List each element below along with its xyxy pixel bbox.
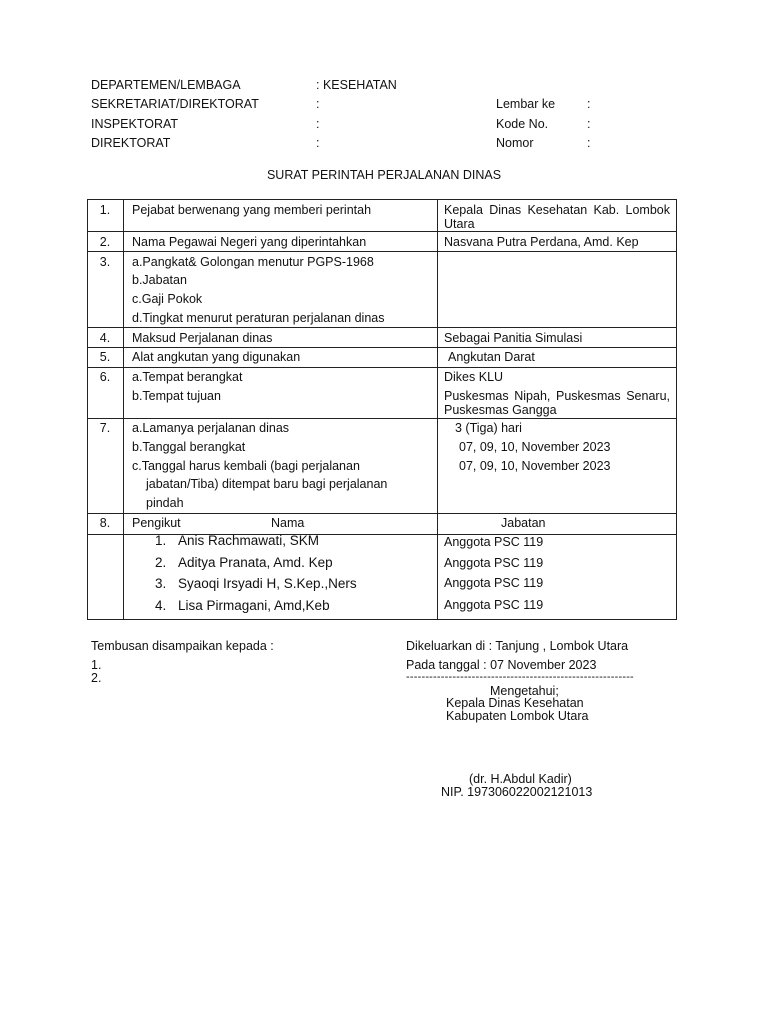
row-value: Dikes KLU — [444, 370, 504, 384]
signer-name: (dr. H.Abdul Kadir) — [469, 772, 572, 786]
row-value: Puskesmas Nipah, Puskesmas Senaru, Puskesmas Gangga — [444, 389, 670, 417]
follower-name: Aditya Pranata, Amd. Kep — [178, 555, 333, 570]
document-title: SURAT PERINTAH PERJALANAN DINAS — [266, 168, 502, 182]
issued-date: Pada tanggal : 07 November 2023 — [406, 658, 597, 672]
header-value-kode: : — [587, 117, 591, 131]
row-number: 1. — [99, 203, 111, 217]
row-label: Nama Pegawai Negeri yang diperintahkan — [132, 235, 367, 249]
row-label: c.Tanggal harus kembali (bagi perjalanan — [132, 459, 360, 473]
header-label-departemen: DEPARTEMEN/LEMBAGA — [91, 78, 241, 92]
table-row-divider — [87, 231, 676, 232]
follower-number: 1. — [155, 533, 167, 548]
row-number: 6. — [99, 370, 111, 384]
follower-number: 3. — [155, 576, 167, 591]
row-label: Alat angkutan yang digunakan — [132, 350, 301, 364]
tembusan-item: 1. — [91, 658, 102, 672]
row-value: Angkutan Darat — [448, 350, 535, 364]
table-row-divider — [87, 347, 676, 348]
table-row-divider — [87, 418, 676, 419]
header-label-lembar: Lembar ke — [496, 97, 556, 111]
row-value: Kepala Dinas Kesehatan Kab. Lombok Utara — [444, 203, 670, 231]
follower-number: 2. — [155, 555, 167, 570]
row-label: d.Tingkat menurut peraturan perjalanan dinas — [132, 311, 385, 325]
row-number: 8. — [99, 516, 111, 530]
column-header-nama: Nama — [271, 516, 305, 530]
row-label: pindah — [146, 496, 184, 510]
mengetahui-label: Mengetahui; — [490, 684, 559, 698]
row-value: 3 (Tiga) hari — [455, 421, 522, 435]
dashed-separator: ----------------------------------------------------------- — [406, 671, 634, 683]
follower-role: Anggota PSC 119 — [444, 556, 544, 570]
follower-role: Anggota PSC 119 — [444, 576, 544, 590]
header-value-nomor: : — [587, 136, 591, 150]
row-value: Sebagai Panitia Simulasi — [444, 331, 583, 345]
signer-office: Kepala Dinas Kesehatan — [446, 696, 584, 710]
table-row-divider — [87, 327, 676, 328]
signer-region: Kabupaten Lombok Utara — [446, 709, 589, 723]
table-row-divider — [87, 251, 676, 252]
row-label: b.Tanggal berangkat — [132, 440, 246, 454]
header-label-inspektorat: INSPEKTORAT — [91, 117, 179, 131]
row-number: 4. — [99, 331, 111, 345]
table-border-top — [87, 199, 676, 200]
row-label: a.Pangkat& Golongan menutur PGPS-1968 — [132, 255, 374, 269]
table-border-bottom — [87, 619, 676, 620]
header-label-sekretariat: SEKRETARIAT/DIREKTORAT — [91, 97, 259, 111]
follower-role: Anggota PSC 119 — [444, 598, 544, 612]
header-value-sekretariat: : — [316, 97, 320, 111]
table-row-divider — [87, 513, 676, 514]
header-label-kode: Kode No. — [496, 117, 549, 131]
row-label: jabatan/Tiba) ditempat baru bagi perjalanan — [146, 477, 388, 491]
row-label: b.Tempat tujuan — [132, 389, 221, 403]
row-number: 2. — [99, 235, 111, 249]
follower-role: Anggota PSC 119 — [444, 535, 544, 549]
header-label-direktorat: DIREKTORAT — [91, 136, 171, 150]
signer-nip: NIP. 197306022002121013 — [441, 785, 593, 799]
row-label: a.Tempat berangkat — [132, 370, 243, 384]
row-number: 7. — [99, 421, 111, 435]
table-border-right — [676, 199, 677, 620]
tembusan-item: 2. — [91, 671, 102, 685]
header-value-lembar: : — [587, 97, 591, 111]
row-label: Pengikut — [132, 516, 181, 530]
row-label: Maksud Perjalanan dinas — [132, 331, 273, 345]
column-header-jabatan: Jabatan — [501, 516, 546, 530]
table-row-divider — [87, 534, 676, 535]
row-label: Pejabat berwenang yang memberi perintah — [132, 203, 372, 217]
row-label: b.Jabatan — [132, 273, 187, 287]
row-number: 5. — [99, 350, 111, 364]
row-value: Nasvana Putra Perdana, Amd. Kep — [444, 235, 639, 249]
header-label-nomor: Nomor — [496, 136, 534, 150]
header-value-inspektorat: : — [316, 117, 320, 131]
row-value: 07, 09, 10, November 2023 — [459, 440, 611, 454]
table-col-divider — [123, 199, 124, 620]
follower-name: Anis Rachmawati, SKM — [178, 533, 320, 548]
row-label: a.Lamanya perjalanan dinas — [132, 421, 290, 435]
row-number: 3. — [99, 255, 111, 269]
row-value: 07, 09, 10, November 2023 — [459, 459, 611, 473]
row-label: c.Gaji Pokok — [132, 292, 203, 306]
header-value-direktorat: : — [316, 136, 320, 150]
follower-number: 4. — [155, 598, 167, 613]
header-value-departemen: : KESEHATAN — [316, 78, 397, 92]
tembusan-label: Tembusan disampaikan kepada : — [91, 639, 274, 653]
follower-name: Syaoqi Irsyadi H, S.Kep.,Ners — [178, 576, 357, 591]
table-col-divider — [437, 199, 438, 620]
table-row-divider — [87, 367, 676, 368]
issued-at: Dikeluarkan di : Tanjung , Lombok Utara — [406, 639, 629, 653]
follower-name: Lisa Pirmagani, Amd,Keb — [178, 598, 330, 613]
